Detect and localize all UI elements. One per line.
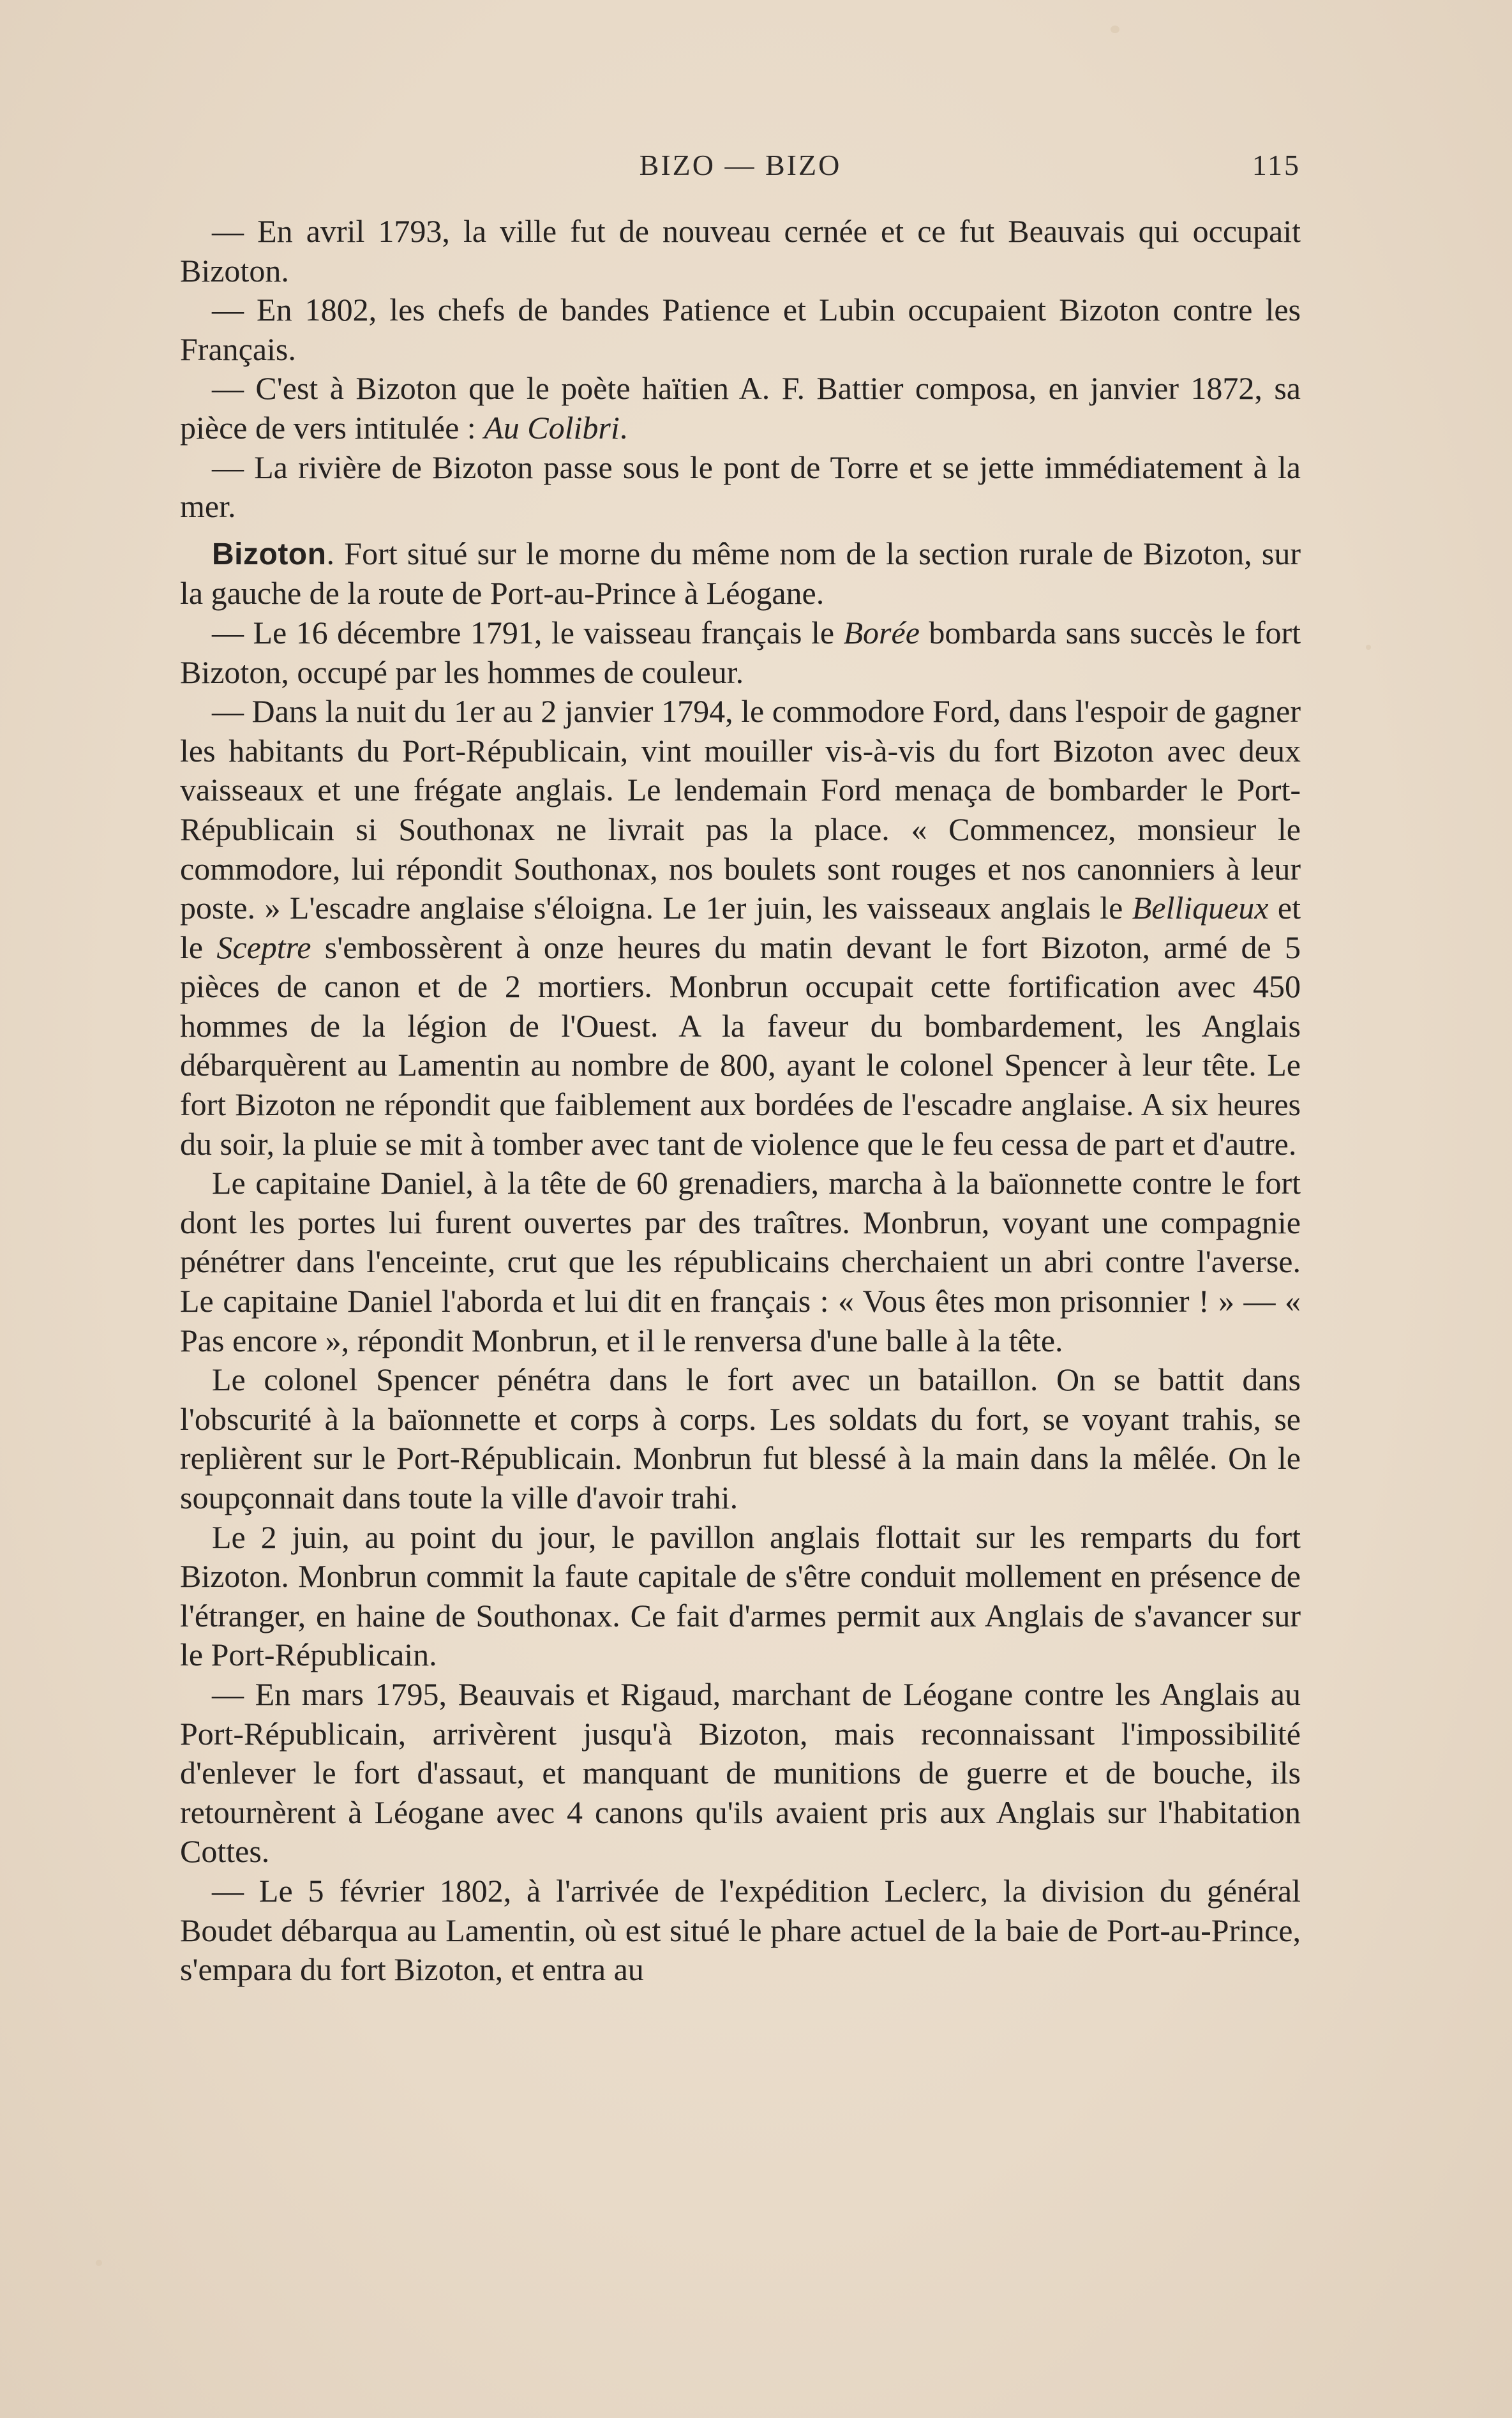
paragraph: — En mars 1795, Beauvais et Rigaud, marchant de Léogane contre les Anglais au Port-Républicain, arrivèrent jusqu'à Bizoton, mais reconnaissant l'impossibilité d'enlever le fort d'assaut, et manquant de munitions de guerre et de bouche, ils retournèrent à Léogane avec 4 canons qu'ils avaient pris aux Anglais sur l'habitation Cottes. <box>180 1676 1301 1870</box>
paragraph: Le colonel Spencer pénétra dans le fort avec un bataillon. On se battit dans l'obscurité à la baïonnette et corps à corps. Les soldats du fort, se voyant trahis, se replièrent sur le Port-Républicain. Monbrun fut blessé à la main dans la mêlée. On le soupçonnait dans toute la ville d'avoir trahi. <box>180 1362 1301 1515</box>
paper-stain <box>1111 26 1119 33</box>
paragraph: — En avril 1793, la ville fut de nouveau cernée et ce fut Beauvais qui occupait Bizoton. <box>180 213 1301 289</box>
ship-name: Borée <box>843 614 920 650</box>
paper-stain <box>1366 645 1371 650</box>
book-page <box>180 148 1301 2178</box>
paragraph: — Le 16 décembre 1791, le vaisseau français le Borée bombarda sans succès le fort Bizoton, occupé par les hommes de couleur. <box>180 614 1301 690</box>
paragraph: Le capitaine Daniel, à la tête de 60 grenadiers, marcha à la baïonnette contre le fort dont les portes lui furent ouvertes par des traîtres. Monbrun, voyant une compagnie pénétrer dans l'enceinte, crut que les républicains cherchaient un abri contre l'averse. Le capitaine Daniel l'aborda et lui dit en français : « Vous êtes mon prisonnier ! » — « Pas encore », répondit Monbrun, et il le renversa d'une balle à la tête. <box>180 1165 1301 1358</box>
paragraph: — La rivière de Bizoton passe sous le pont de Torre et se jette immédiatement à la mer. <box>180 449 1301 525</box>
paragraph: — C'est à Bizoton que le poète haïtien A. F. Battier composa, en janvier 1872, sa pièce de vers intitulée : Au Colibri. <box>180 370 1301 446</box>
paragraph: — Le 5 février 1802, à l'arrivée de l'expédition Leclerc, la division du général Boudet débarqua au Lamentin, où est situé le phare actuel de la baie de Port-au-Prince, s'empara du fort Bizoton, et entra au <box>180 1872 1301 1988</box>
paper-stain <box>96 2260 102 2266</box>
running-head <box>180 148 1301 199</box>
paragraph: Le 2 juin, au point du jour, le pavillon anglais flottait sur les remparts du fort Bizoton. Monbrun commit la faute capitale de s'être conduit mollement en présence de l'étranger, en haine de Southonax. Ce fait d'armes permit aux Anglais de s'avancer sur le Port-Républicain. <box>180 1519 1301 1673</box>
page-number: 115 <box>1252 149 1301 181</box>
running-head-title: BIZO — BIZO <box>639 149 842 181</box>
page-body <box>180 212 1301 1990</box>
ship-name: Sceptre <box>216 929 311 965</box>
italic-title: Au Colibri <box>484 409 620 446</box>
dictionary-entry: Bizoton. Fort situé sur le morne du même nom de la section rurale de Bizoton, sur la gauche de la route de Port-au-Prince à Léogane. <box>180 535 1301 612</box>
entry-headword: Bizoton <box>212 537 327 571</box>
ship-name: Belliqueux <box>1132 890 1269 926</box>
paragraph: — Dans la nuit du 1er au 2 janvier 1794, le commodore Ford, dans l'espoir de gagner les habitants du Port-Républicain, vint mouiller vis-à-vis du fort Bizoton avec deux vaisseaux et une frégate anglais. Le lendemain Ford menaça de bombarder le Port-Républicain si Southonax ne livrait pas la place. « Commencez, monsieur le commodore, lui répondit Southonax, nos boulets sont rouges et nos canonniers à leur poste. » L'escadre anglaise s'éloigna. Le 1er juin, les vaisseaux anglais le Belliqueux et le Sceptre s'embossèrent à onze heures du matin devant le fort Bizoton, armé de 5 pièces de canon et de 2 mortiers. Monbrun occupait cette fortification avec 450 hommes de la légion de l'Ouest. A la faveur du bombardement, les Anglais débarquèrent au Lamentin au nombre de 800, ayant le colonel Spencer à leur tête. Le fort Bizoton ne répondit que faiblement aux bordées de l'escadre anglaise. A six heures du soir, la pluie se mit à tomber avec tant de violence que le feu cessa de part et d'autre. <box>180 693 1301 1162</box>
paragraph: — En 1802, les chefs de bandes Patience et Lubin occupaient Bizoton contre les Français. <box>180 292 1301 367</box>
